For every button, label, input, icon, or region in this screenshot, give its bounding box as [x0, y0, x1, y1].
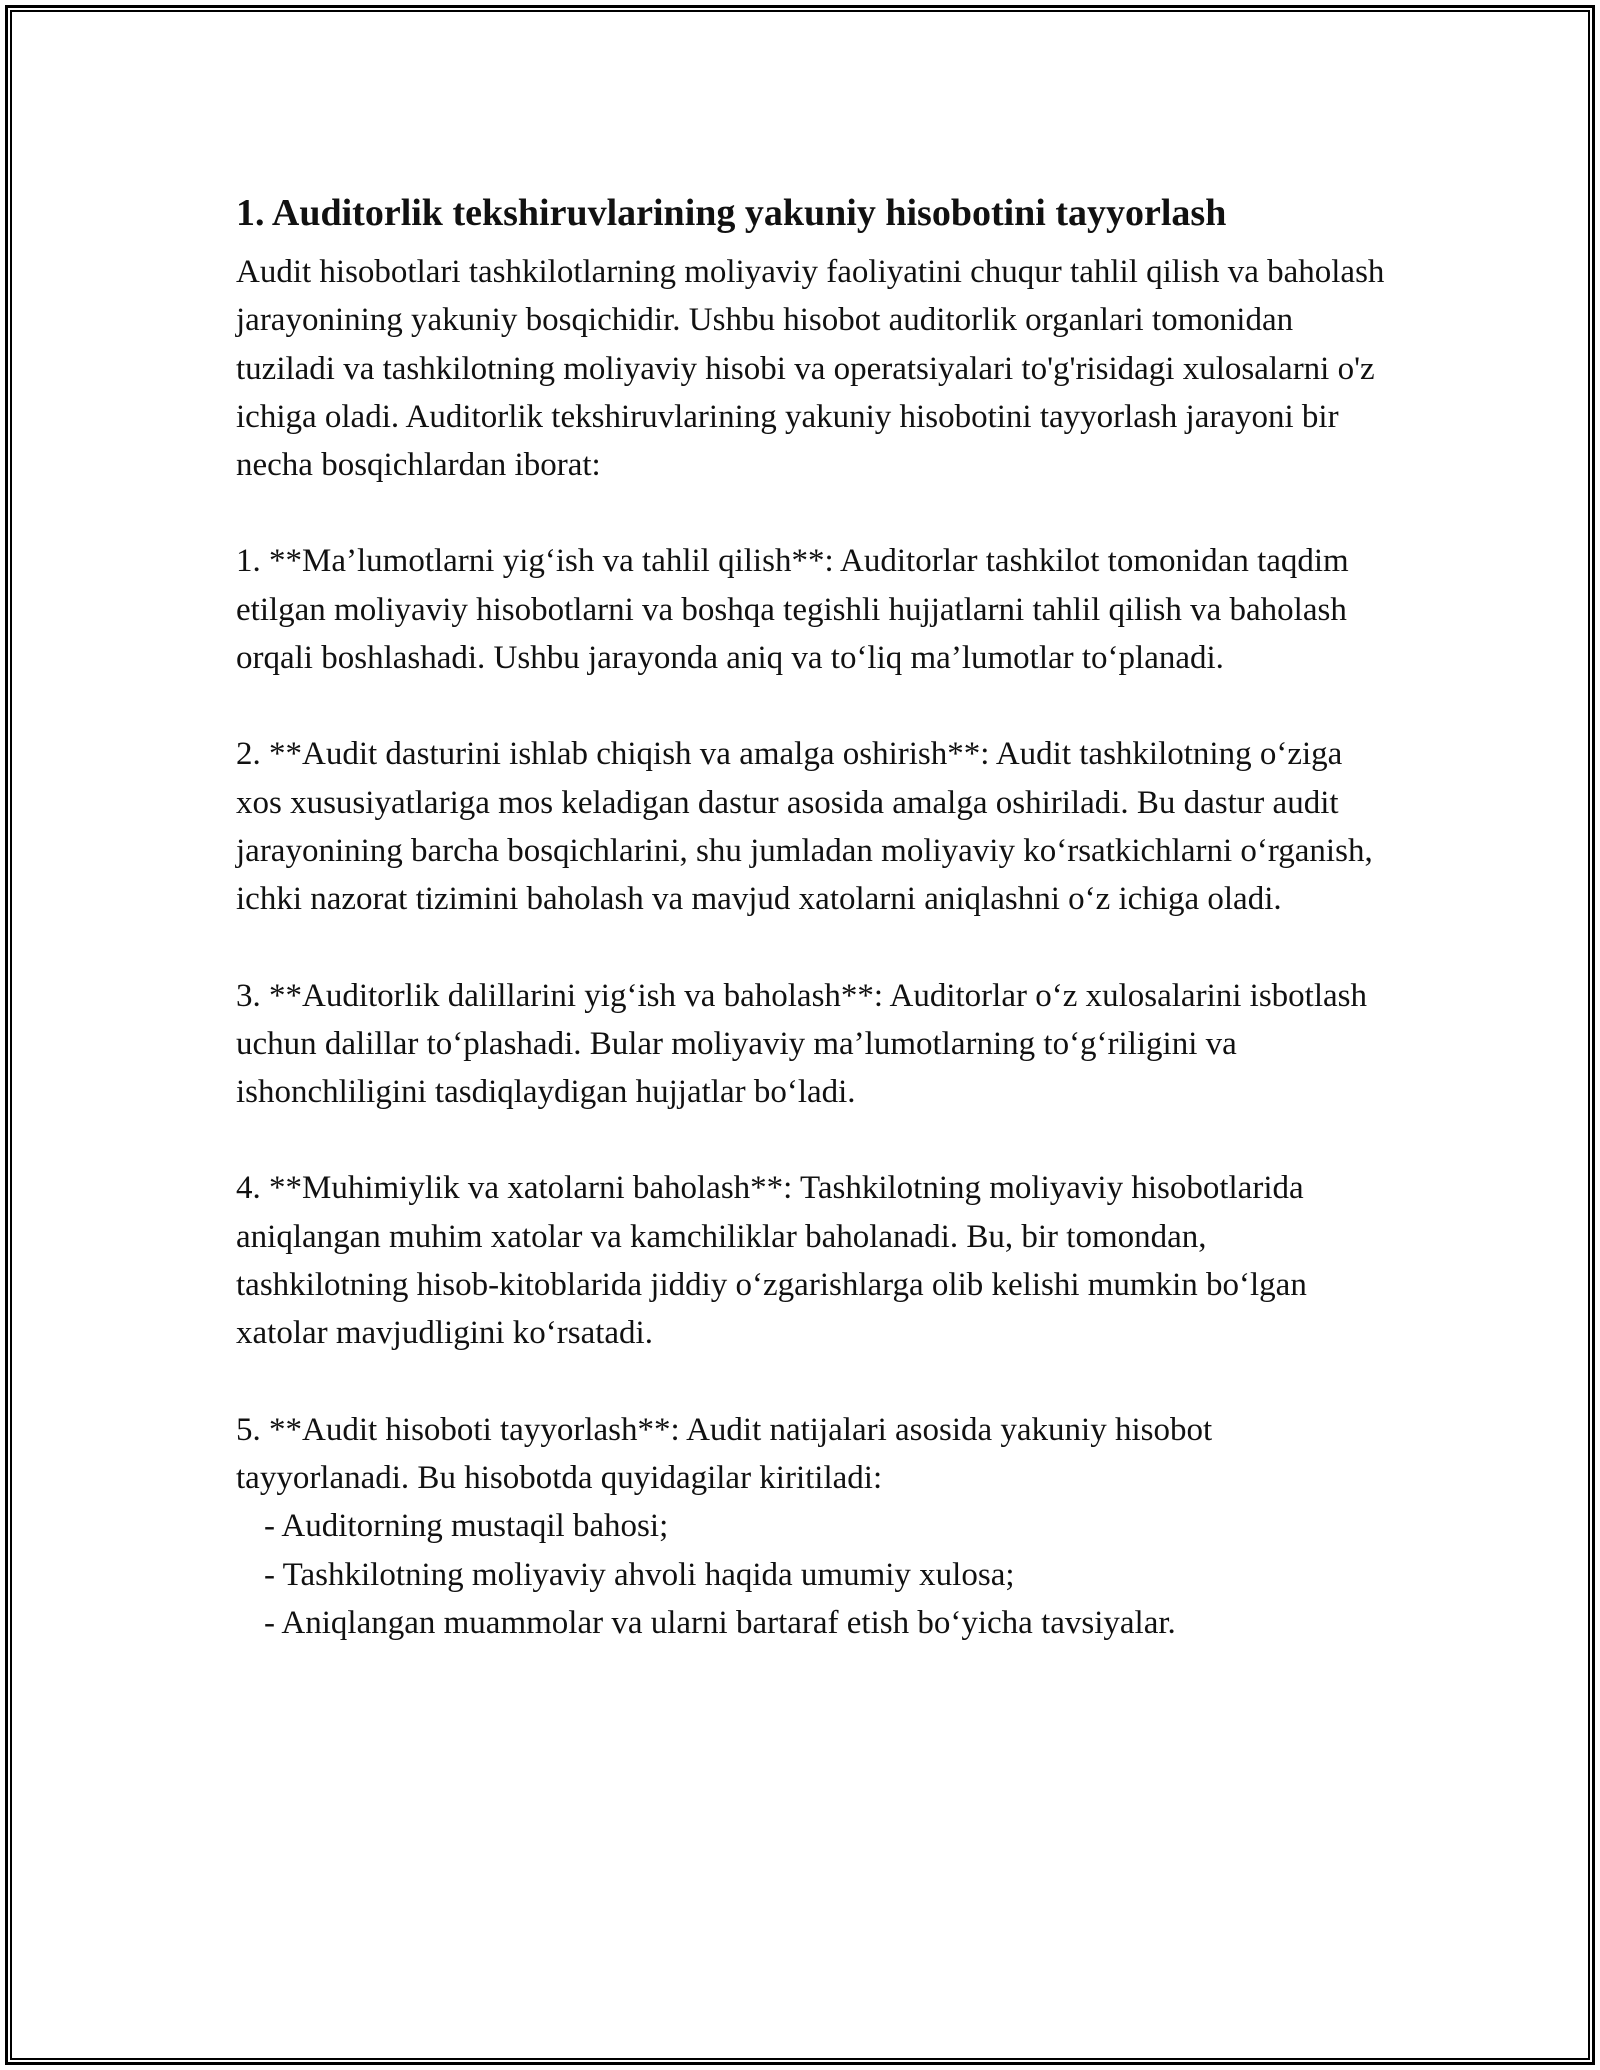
step-1-paragraph: 1. **Ma’lumotlarni yig‘ish va tahlil qilish**: Auditorlar tashkilot tomonidan taqdim etilgan moliyaviy hisobotlarni va boshqa tegishli hujjatlarni tahlil qilish va baholash orqali boshlashadi. Ushbu jarayonda aniq va to‘liq ma’lumotlar to‘planadi. — [236, 543, 1349, 677]
document-body — [236, 180, 1386, 1647]
document-title: 1. Auditorlik tekshiruvlarining yakuniy hisobotini tayyorlash — [236, 192, 1227, 234]
step-4-paragraph: 4. **Muhimiylik va xatolarni baholash**: Tashkilotning moliyaviy hisobotlarida aniqlangan muhim xatolar va kamchiliklar baholanadi. Bu, bir tomondan, tashkilotning hisob-kitoblarida jiddiy o‘zgarishlarga olib kelishi mumkin bo‘lgan xatolar mavjudligini ko‘rsatadi. — [236, 1170, 1307, 1352]
list-item: - Aniqlangan muammolar va ularni bartaraf etish bo‘yicha tavsiyalar. — [264, 1604, 1176, 1641]
step-2-paragraph: 2. **Audit dasturini ishlab chiqish va amalga oshirish**: Audit tashkilotning o‘ziga xos xususiyatlariga mos keladigan dastur asosida amalga oshiriladi. Bu dastur audit jarayonining barcha bosqichlarini, shu jumladan moliyaviy ko‘rsatkichlarni o‘rganish, ichki nazorat tizimini baholash va mavjud xatolarni aniqlashni o‘z ichiga oladi. — [236, 736, 1373, 918]
step-5-paragraph: 5. **Audit hisoboti tayyorlash**: Audit natijalari asosida yakuniy hisobot tayyorlanadi. Bu hisobotda quyidagilar kiritiladi: — [236, 1411, 1213, 1496]
intro-paragraph: Audit hisobotlari tashkilotlarning moliyaviy faoliyatini chuqur tahlil qilish va baholash jarayonining yakuniy bosqichidir. Ushbu hisobot auditorlik organlari tomonidan tuziladi va tashkilotning moliyaviy hisobi va operatsiyalari to'g'risidagi xulosalarni o'z ichiga oladi. Auditorlik tekshiruvlarining yakuniy hisobotini tayyorlash jarayoni bir necha bosqichlardan iborat: — [236, 254, 1385, 484]
list-item: - Auditorning mustaqil bahosi; — [264, 1508, 669, 1545]
list-item: - Tashkilotning moliyaviy ahvoli haqida umumiy xulosa; — [264, 1556, 1015, 1593]
step-3-paragraph: 3. **Auditorlik dalillarini yig‘ish va baholash**: Auditorlar o‘z xulosalarini isbotlash uchun dalillar to‘plashadi. Bular moliyaviy ma’lumotlarning to‘g‘riligini va ishonchliligini tasdiqlaydigan hujjatlar bo‘ladi. — [236, 977, 1367, 1111]
report-contents-list — [236, 1502, 1386, 1647]
